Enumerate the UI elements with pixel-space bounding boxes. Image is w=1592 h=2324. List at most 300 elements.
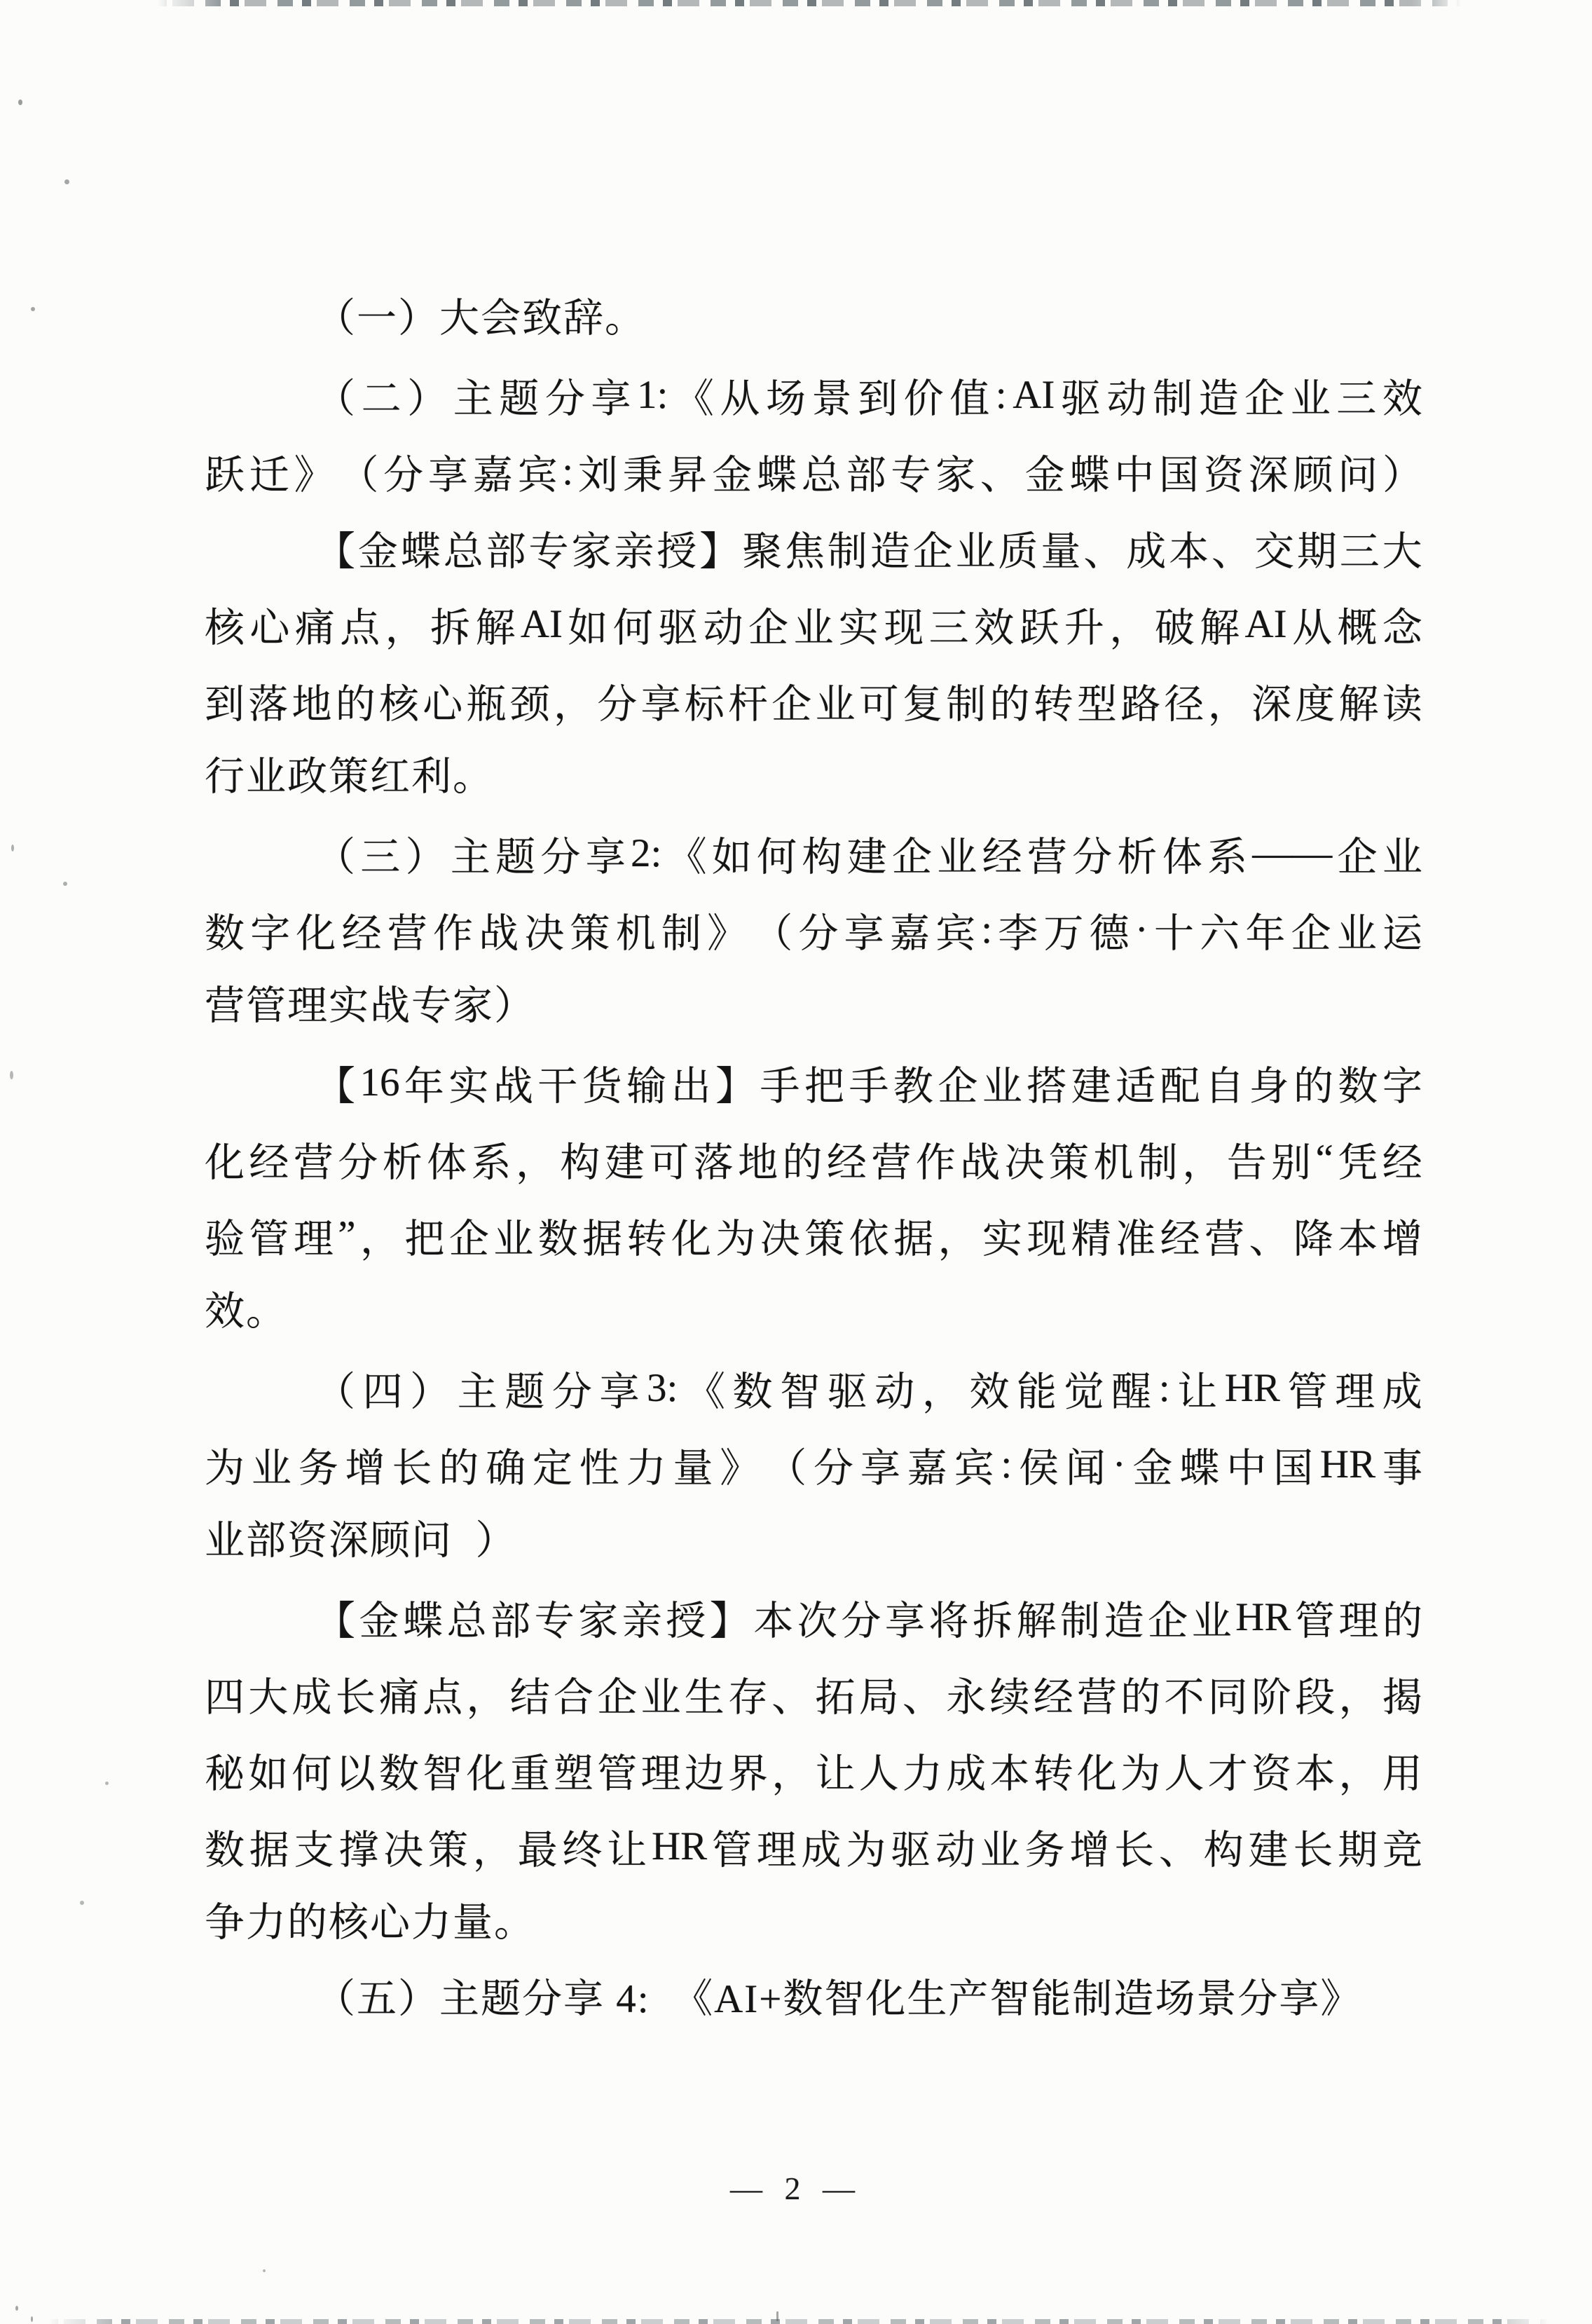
text-token: 以 [335, 1751, 376, 1796]
text-token: 干 [537, 1064, 578, 1109]
text-token: 本 [1169, 529, 1209, 574]
text-token: 量 [673, 1446, 713, 1491]
text-token: 三 [1339, 529, 1380, 574]
text-token: 凭 [1338, 1140, 1378, 1185]
text-token: 读 [1382, 682, 1422, 727]
text-token: 3: [647, 1366, 678, 1410]
text-token: 运 [1382, 911, 1422, 956]
text-token: ， [515, 1140, 556, 1185]
text-token: 合 [554, 1675, 593, 1720]
text-line [205, 1426, 1422, 1503]
text-token: （ [315, 1369, 355, 1414]
text-token: 业 [982, 1064, 1022, 1109]
text-token: 秉 [622, 453, 663, 498]
text-token: 、 [1249, 1217, 1289, 1262]
text-token: 专 [534, 1599, 575, 1643]
text-token: 建 [846, 835, 887, 880]
text-line [205, 1044, 1422, 1121]
text-token: 、 [1158, 1828, 1199, 1873]
text-token: 三 [360, 835, 401, 880]
scan-speck [80, 1901, 84, 1905]
text-token: ， [1338, 1675, 1379, 1720]
text-token: 《 [673, 376, 714, 421]
text-token: 亲 [614, 529, 654, 574]
text-token: 资 [1251, 1751, 1291, 1796]
scan-speck [15, 2306, 18, 2311]
text-token: 【 [315, 529, 355, 574]
scan-speck [63, 882, 67, 886]
text-token: 次 [797, 1599, 837, 1643]
text-token: 才 [1207, 1751, 1248, 1796]
text-token: · [1134, 908, 1148, 952]
text-token: 落 [248, 682, 289, 727]
text-token: 总 [801, 453, 842, 498]
text-token: 策 [804, 1217, 845, 1262]
text-token: 效 [974, 606, 1015, 650]
text-token: 制 [827, 529, 867, 574]
text-token: : [981, 908, 993, 952]
text-line: 业部资深顾问 ） [205, 1519, 517, 1563]
text-token: 核 [379, 682, 419, 727]
text-line [205, 1350, 1422, 1426]
text-token: 闻 [1065, 1446, 1106, 1491]
text-token: 现 [884, 606, 924, 650]
text-token: 题 [495, 835, 536, 880]
text-token: 何 [612, 606, 653, 650]
text-token: 理 [640, 1751, 681, 1796]
text-token: 拓 [815, 1675, 856, 1720]
text-token: 金 [357, 529, 398, 574]
text-token: 四 [205, 1675, 245, 1720]
text-token: 迁 [249, 453, 289, 498]
text-line [205, 357, 1422, 433]
text-token: 》 [294, 453, 334, 498]
text-token: 的 [1120, 1675, 1161, 1720]
text-token: 嘉 [907, 1446, 947, 1491]
text-token: 聚 [742, 529, 783, 574]
text-token: 型 [1077, 682, 1117, 727]
text-line [205, 510, 1422, 586]
text-token: 业 [793, 606, 834, 650]
scan-speck [64, 179, 69, 184]
text-token: ” [338, 1213, 356, 1257]
text-token: 阶 [1251, 1675, 1291, 1720]
text-token: 定 [532, 1446, 572, 1491]
text-token: 建 [604, 1140, 645, 1185]
text-token: 性 [579, 1446, 619, 1491]
text-token: 念 [1382, 606, 1422, 650]
text-token: 金 [1024, 453, 1065, 498]
text-token: 拆 [972, 1599, 1013, 1643]
text-token: 企 [771, 682, 812, 727]
text-line [205, 1121, 1422, 1197]
text-token: 【 [315, 1064, 355, 1109]
text-token: “ [1315, 1137, 1333, 1181]
text-token: HR [651, 1824, 708, 1868]
text-token: 题 [499, 376, 540, 421]
text-token: HR [1235, 1595, 1291, 1639]
text-token: ） [410, 1369, 451, 1414]
text-token: 营 [1205, 1217, 1245, 1262]
text-token: 成 [801, 1828, 842, 1873]
text-token: : [995, 373, 1007, 417]
text-token: 让 [1177, 1369, 1218, 1414]
text-token: 总 [446, 1599, 487, 1643]
text-token: 营 [1027, 835, 1067, 880]
text-token: 享 [591, 376, 631, 421]
text-token: 分 [813, 1446, 853, 1491]
text-token: 把 [404, 1217, 445, 1262]
text-token: 增 [345, 1446, 385, 1491]
text-token: 战 [493, 1064, 533, 1109]
text-token: 别 [1271, 1140, 1312, 1185]
text-line: 营管理实战专家） [205, 984, 535, 1028]
text-token: 从 [1292, 606, 1333, 650]
text-token: 经 [1382, 1140, 1422, 1185]
text-token: 经 [826, 1140, 867, 1185]
text-token: 动 [874, 1369, 915, 1414]
text-token: AI [1013, 373, 1055, 417]
text-token: 质 [998, 529, 1038, 574]
text-token: 享 [640, 682, 681, 727]
text-token: 经 [1160, 1217, 1200, 1262]
text-token: HR [1319, 1442, 1376, 1486]
text-token: 】 [709, 1599, 750, 1643]
text-token: 力 [626, 1446, 666, 1491]
text-token: 企 [892, 835, 932, 880]
text-token: ， [771, 1751, 812, 1796]
text-token: 大 [248, 1675, 289, 1720]
text-token: 授 [666, 1599, 706, 1643]
text-token: 成 [291, 1675, 332, 1720]
text-token: 点 [340, 606, 380, 650]
text-token: 实 [838, 606, 879, 650]
text-token: 业 [640, 1675, 681, 1720]
text-token: ） [1382, 453, 1422, 498]
text-token: 输 [626, 1064, 667, 1109]
text-token: 实 [448, 1064, 489, 1109]
text-token: 企 [938, 1064, 978, 1109]
text-line: （一）大会致辞。 [315, 296, 646, 341]
text-token: ， [1109, 606, 1150, 650]
text-token: 享 [427, 453, 468, 498]
text-token: 决 [524, 911, 565, 956]
text-token: 造 [870, 529, 910, 574]
scan-speck [263, 2269, 266, 2272]
text-token: 】 [715, 1064, 756, 1109]
text-token: 拆 [430, 606, 471, 650]
text-token: 跃 [205, 453, 245, 498]
text-token: 依 [849, 1217, 889, 1262]
text-token: 部 [846, 453, 886, 498]
text-token: 策 [1049, 1140, 1090, 1185]
text-token: 顾 [1293, 453, 1333, 498]
text-token: 驱 [658, 606, 699, 650]
text-token: 享 [599, 1369, 640, 1414]
text-token: ） [407, 376, 448, 421]
page-number: — 2 — [730, 2171, 862, 2206]
text-line: （五）主题分享 4: 《AI+数智化生产智能制造场景分享》 [315, 1977, 1362, 2021]
text-token: ， [921, 1369, 962, 1414]
text-token: 续 [989, 1675, 1030, 1720]
text-token: 同 [1207, 1675, 1248, 1720]
text-token: 竞 [1382, 1828, 1422, 1873]
text-token: 企 [912, 529, 953, 574]
text-token: 人 [858, 1751, 899, 1796]
text-token: 分 [1072, 835, 1113, 880]
text-token: 作 [432, 911, 473, 956]
text-token: 分 [544, 376, 585, 421]
text-token: 决 [1004, 1140, 1045, 1185]
text-token: 长 [335, 1675, 376, 1720]
text-token: 落 [693, 1140, 734, 1185]
text-token: 转 [1033, 1751, 1073, 1796]
text-token: 秘 [205, 1751, 245, 1796]
text-token: 身 [1249, 1064, 1289, 1109]
text-token: 为 [205, 1446, 245, 1491]
text-token: : [1158, 1366, 1170, 1410]
text-token: 交 [1254, 529, 1294, 574]
text-token: 刘 [577, 453, 618, 498]
text-token: 营 [871, 1140, 912, 1185]
text-token: 何 [757, 835, 797, 880]
text-token: 结 [509, 1675, 550, 1720]
text-token: 营 [1077, 1675, 1117, 1720]
text-token: 智 [423, 1751, 463, 1796]
text-token: 经 [341, 911, 382, 956]
text-token: 制 [1137, 1140, 1178, 1185]
scan-speck [31, 2316, 33, 2322]
text-token: 最 [517, 1828, 558, 1873]
text-token: 径 [1164, 682, 1205, 727]
text-token: 驱 [891, 1828, 931, 1873]
text-token: 的 [439, 1446, 479, 1491]
text-token: 解 [1016, 1599, 1057, 1643]
text-token: 理 [756, 1828, 797, 1873]
text-token: 如 [568, 606, 608, 650]
text-token: 国 [1273, 1446, 1314, 1491]
text-token: 终 [562, 1828, 603, 1873]
text-token: 效 [969, 1369, 1010, 1414]
text-token: 《 [685, 1369, 725, 1414]
text-token: 段 [1295, 1675, 1336, 1720]
text-token: 大 [1382, 529, 1422, 574]
text-line [205, 1579, 1422, 1655]
text-token: AI [1244, 602, 1287, 646]
text-token: 撑 [338, 1828, 379, 1873]
text-token: （ [315, 376, 355, 421]
text-token: 资 [1203, 453, 1244, 498]
text-token: 析 [1117, 835, 1158, 880]
text-token: 验 [205, 1217, 245, 1262]
text-token: 业 [815, 682, 856, 727]
text-token: （ [767, 1446, 807, 1491]
text-token: 享 [844, 911, 884, 956]
text-token: ， [1207, 682, 1248, 727]
text-token: HR [1224, 1366, 1280, 1410]
text-token: ， [385, 606, 425, 650]
text-token: 让 [815, 1751, 856, 1796]
text-token: 配 [1160, 1064, 1200, 1109]
text-token: 《 [666, 835, 707, 880]
text-token: 家 [578, 1599, 619, 1643]
text-token: 焦 [784, 529, 825, 574]
text-token: 的 [1382, 1599, 1422, 1643]
text-token: 四 [362, 1369, 403, 1414]
text-token: 场 [765, 376, 806, 421]
text-token: 效 [1382, 376, 1422, 421]
text-token: 专 [891, 453, 931, 498]
text-token: 驱 [1060, 376, 1101, 421]
text-token: —— [1252, 831, 1333, 875]
text-token: 量 [1041, 529, 1081, 574]
text-token: 成 [1382, 1369, 1422, 1414]
text-token: 理 [293, 1217, 334, 1262]
text-token: 嘉 [889, 911, 930, 956]
text-token: 分 [383, 453, 424, 498]
text-token: 宾 [517, 453, 558, 498]
text-token: 字 [250, 911, 291, 956]
text-token: 制 [946, 682, 987, 727]
text-token: 化 [296, 911, 336, 956]
text-token: 点 [423, 1675, 463, 1720]
text-token: ， [938, 1217, 978, 1262]
text-token: 存 [728, 1675, 768, 1720]
text-token: 战 [479, 911, 519, 956]
text-token: 业 [980, 1828, 1020, 1873]
text-token: ， [360, 1217, 400, 1262]
text-token: 制 [1060, 1599, 1101, 1643]
text-token: 专 [528, 529, 569, 574]
text-token: 化 [205, 1140, 245, 1185]
text-token: 出 [671, 1064, 711, 1109]
text-token: 搭 [1027, 1064, 1067, 1109]
text-token: 侯 [1019, 1446, 1059, 1491]
text-token: 蝶 [400, 529, 441, 574]
text-token: 界 [728, 1751, 768, 1796]
text-token: 业 [937, 835, 977, 880]
text-token: 管 [597, 1751, 638, 1796]
text-token: 景 [811, 376, 852, 421]
text-token: 据 [249, 1828, 289, 1873]
text-token: 期 [1338, 1828, 1378, 1873]
text-token: 概 [1337, 606, 1378, 650]
scan-artifact-bottom-edge [49, 2319, 1549, 2324]
text-token: 三 [928, 606, 969, 650]
text-token: 本 [989, 1751, 1030, 1796]
text-token: 企 [748, 606, 789, 650]
text-token: 成 [1126, 529, 1167, 574]
text-token: 深 [1248, 453, 1289, 498]
text-token: 重 [509, 1751, 550, 1796]
text-token: 字 [1382, 1064, 1422, 1109]
text-token: 边 [684, 1751, 725, 1796]
text-token: 【 [315, 1599, 355, 1643]
text-token: 转 [626, 1217, 667, 1262]
text-token: 管 [1294, 1599, 1335, 1643]
text-line [205, 433, 1422, 510]
text-token: 体 [427, 1140, 467, 1185]
text-token: 德 [1089, 911, 1130, 956]
text-token: 构 [1203, 1828, 1244, 1873]
text-token: 》 [707, 911, 748, 956]
text-token: 核 [205, 606, 245, 650]
text-token: 蝶 [1179, 1446, 1220, 1491]
text-token: 数 [379, 1751, 419, 1796]
text-token: 跃 [1019, 606, 1059, 650]
text-token: 业 [1191, 1599, 1232, 1643]
text-token: 金 [712, 453, 753, 498]
text-token: 系 [471, 1140, 512, 1185]
text-token: 务 [1024, 1828, 1065, 1873]
text-token: 精 [1071, 1217, 1111, 1262]
text-token: 决 [760, 1217, 800, 1262]
text-line [205, 1732, 1422, 1808]
text-token: 瓶 [466, 682, 507, 727]
text-token: 标 [684, 682, 725, 727]
text-token: 用 [1382, 1751, 1422, 1796]
text-line: 争力的核心力量。 [205, 1901, 535, 1945]
text-token: 成 [946, 1751, 987, 1796]
scan-artifact-top-edge [158, 0, 1461, 6]
text-token: ， [554, 682, 593, 727]
text-token: 分 [338, 1140, 378, 1185]
text-token: 长 [1114, 1828, 1155, 1873]
text-token: 策 [570, 911, 610, 956]
text-token: 构 [560, 1140, 601, 1185]
text-token: 主 [453, 376, 493, 421]
text-token: 价 [903, 376, 944, 421]
text-token: 为 [846, 1828, 886, 1873]
text-token: ， [1338, 1751, 1379, 1796]
text-token: 可 [649, 1140, 689, 1185]
text-token: 智 [780, 1369, 821, 1414]
text-token: 局 [858, 1675, 899, 1720]
text-token: 分 [597, 682, 638, 727]
text-token: 建 [1071, 1064, 1111, 1109]
text-token: 长 [1293, 1828, 1333, 1873]
scan-speck [11, 845, 14, 852]
text-token: 手 [760, 1064, 800, 1109]
text-token: 问 [1338, 453, 1378, 498]
text-token: 地 [738, 1140, 778, 1185]
text-token: 的 [989, 682, 1030, 727]
text-token: 策 [427, 1828, 468, 1873]
text-token: 确 [486, 1446, 526, 1491]
text-token: 解 [475, 606, 516, 650]
text-token: 经 [1033, 1675, 1073, 1720]
scan-speck [776, 2311, 778, 2321]
text-token: 授 [657, 529, 697, 574]
text-token: ， [1182, 1140, 1223, 1185]
text-token: 数 [1338, 1064, 1378, 1109]
text-token: 的 [335, 682, 376, 727]
text-token: 蝶 [1069, 453, 1110, 498]
text-token: 度 [1295, 682, 1336, 727]
text-token: 营 [293, 1140, 334, 1185]
text-line [205, 586, 1422, 662]
text-token: （ [315, 835, 355, 880]
text-token: 实 [982, 1217, 1022, 1262]
text-token: 分 [540, 835, 581, 880]
text-token: 十 [1153, 911, 1194, 956]
text-token: 颈 [509, 682, 550, 727]
text-token: 地 [291, 682, 332, 727]
text-token: 解 [1338, 682, 1379, 727]
text-line: 效。 [205, 1290, 287, 1334]
text-token: 转 [1033, 682, 1073, 727]
text-token: : [562, 449, 574, 493]
